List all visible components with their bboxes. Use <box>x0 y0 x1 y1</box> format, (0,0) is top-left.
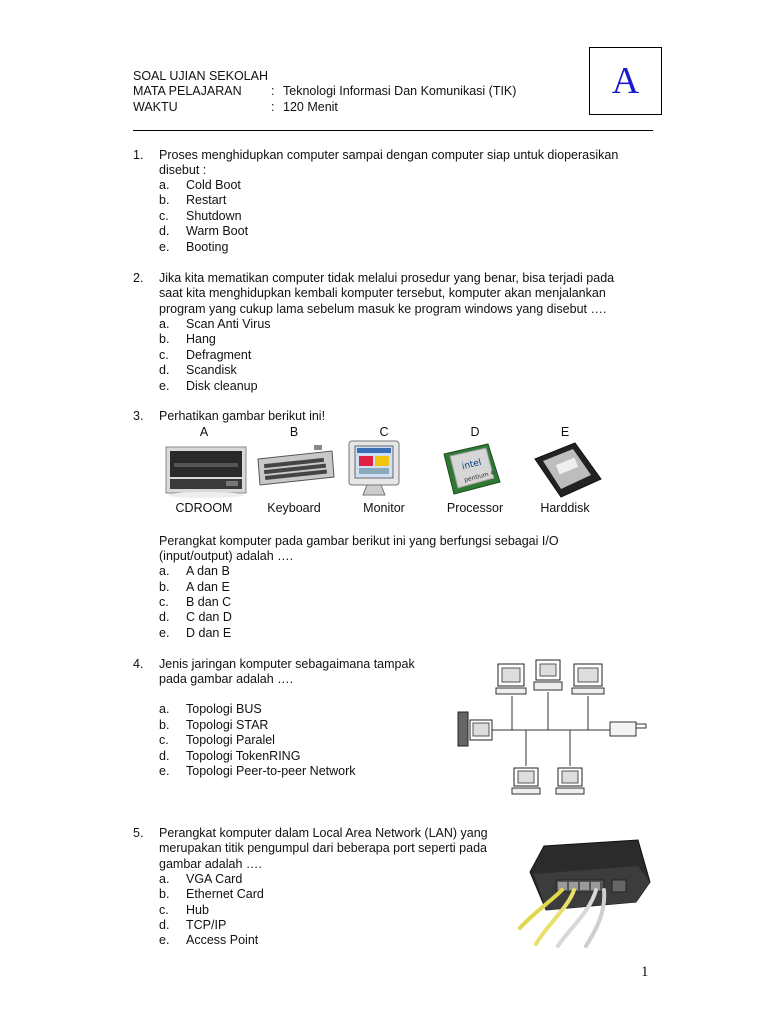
keyboard-image <box>254 441 336 489</box>
option-letter: e. <box>159 240 170 254</box>
network-hub-image <box>516 832 656 948</box>
picture-letter: D <box>470 425 480 439</box>
option-text: TCP/IP <box>186 918 227 932</box>
option-letter: d. <box>159 749 170 763</box>
option-text: Topologi TokenRING <box>186 749 301 763</box>
option-letter: e. <box>159 933 170 947</box>
page-number: 1 <box>641 964 649 980</box>
network-computer-icon <box>512 768 540 794</box>
option-text: Warm Boot <box>186 224 249 238</box>
picture-caption: Monitor <box>363 501 405 515</box>
picture-letter: C <box>379 425 389 439</box>
question-text: (input/output) adalah …. <box>159 549 294 563</box>
question-text: Jika kita mematikan computer tidak melalui prosedur yang benar, bisa terjadi pada <box>159 271 615 285</box>
bus-topology-diagram <box>452 656 652 802</box>
question-text: Perangkat komputer pada gambar berikut ini yang berfungsi sebagai I/O <box>159 534 559 548</box>
option-letter: e. <box>159 764 170 778</box>
subject-value: Teknologi Informasi Dan Komunikasi (TIK) <box>283 84 517 98</box>
option-letter: c. <box>159 348 169 362</box>
option-letter: b. <box>159 193 170 207</box>
option-text: Restart <box>186 193 227 207</box>
option-text: Topologi Peer-to-peer Network <box>186 764 356 778</box>
time-value: 120 Menit <box>283 100 338 114</box>
picture-letter: B <box>289 425 299 439</box>
network-computer-icon <box>458 712 492 746</box>
question-text: merupakan titik pengumpul dari beberapa port seperti pada <box>159 841 487 855</box>
cdrom-drive-image <box>164 441 248 501</box>
option-letter: a. <box>159 178 170 192</box>
question-number: 5. <box>133 826 144 840</box>
question-number: 2. <box>133 271 144 285</box>
picture-caption: CDROOM <box>175 501 233 515</box>
network-computer-icon <box>496 664 526 694</box>
option-text: Scandisk <box>186 363 237 377</box>
network-printer-icon <box>610 722 646 736</box>
subject-label: MATA PELAJARAN <box>133 84 242 98</box>
exam-title: SOAL UJIAN SEKOLAH <box>133 69 268 83</box>
option-text: Scan Anti Virus <box>186 317 271 331</box>
option-letter: b. <box>159 718 170 732</box>
option-text: Access Point <box>186 933 259 947</box>
picture-caption: Harddisk <box>540 501 590 515</box>
option-text: Topologi BUS <box>186 702 262 716</box>
question-number: 3. <box>133 409 144 423</box>
option-text: Topologi Paralel <box>186 733 275 747</box>
option-text: D dan E <box>186 626 232 640</box>
option-letter: e. <box>159 626 170 640</box>
option-letter: a. <box>159 317 170 331</box>
processor-image <box>438 442 504 498</box>
exam-version-badge: A <box>589 47 662 115</box>
option-text: Cold Boot <box>186 178 241 192</box>
header-divider <box>133 130 653 131</box>
option-text: Hang <box>186 332 216 346</box>
option-text: Disk cleanup <box>186 379 258 393</box>
option-letter: d. <box>159 610 170 624</box>
question-text: saat kita menghidupkan kembali komputer tersebut, komputer akan menjalankan <box>159 286 606 300</box>
picture-letter: E <box>560 425 570 439</box>
time-colon: : <box>271 100 275 114</box>
monitor-image <box>347 439 405 501</box>
question-text: Jenis jaringan komputer sebagaimana tampak <box>159 657 415 671</box>
question-number: 1. <box>133 148 144 162</box>
picture-letter: A <box>199 425 209 439</box>
time-label: WAKTU <box>133 100 178 114</box>
question-text: pada gambar adalah …. <box>159 672 294 686</box>
option-text: C dan D <box>186 610 232 624</box>
option-letter: d. <box>159 363 170 377</box>
network-computer-icon <box>572 664 604 694</box>
option-text: Defragment <box>186 348 252 362</box>
option-letter: a. <box>159 702 170 716</box>
question-text: disebut : <box>159 163 207 177</box>
network-computer-icon <box>534 660 562 690</box>
question-text: Perhatikan gambar berikut ini! <box>159 409 326 423</box>
option-letter: c. <box>159 733 169 747</box>
network-computer-icon <box>556 768 584 794</box>
option-letter: c. <box>159 903 169 917</box>
question-number: 4. <box>133 657 144 671</box>
option-letter: c. <box>159 595 169 609</box>
option-text: A dan B <box>186 564 230 578</box>
option-text: A dan E <box>186 580 230 594</box>
option-letter: b. <box>159 332 170 346</box>
question-text: Proses menghidupkan computer sampai dengan computer siap untuk dioperasikan <box>159 148 619 162</box>
svg-text:pentium 4: pentium 4 <box>463 469 495 484</box>
option-letter: b. <box>159 887 170 901</box>
option-letter: e. <box>159 379 170 393</box>
option-text: Ethernet Card <box>186 887 264 901</box>
option-letter: d. <box>159 224 170 238</box>
option-letter: c. <box>159 209 169 223</box>
harddisk-image <box>531 441 603 501</box>
picture-caption: Processor <box>446 501 504 515</box>
option-letter: a. <box>159 564 170 578</box>
picture-caption: Keyboard <box>267 501 321 515</box>
option-text: Hub <box>186 903 209 917</box>
svg-text:intel: intel <box>460 457 483 473</box>
option-text: Shutdown <box>186 209 242 223</box>
option-text: Booting <box>186 240 229 254</box>
subject-colon: : <box>271 84 275 98</box>
option-text: Topologi STAR <box>186 718 269 732</box>
option-letter: a. <box>159 872 170 886</box>
option-text: B dan C <box>186 595 232 609</box>
question-text: gambar adalah …. <box>159 857 262 871</box>
question-text: program yang cukup lama sebelum masuk ke program windows yang disebut …. <box>159 302 607 316</box>
option-text: VGA Card <box>186 872 243 886</box>
question-text: Perangkat komputer dalam Local Area Network (LAN) yang <box>159 826 488 840</box>
option-letter: d. <box>159 918 170 932</box>
option-letter: b. <box>159 580 170 594</box>
